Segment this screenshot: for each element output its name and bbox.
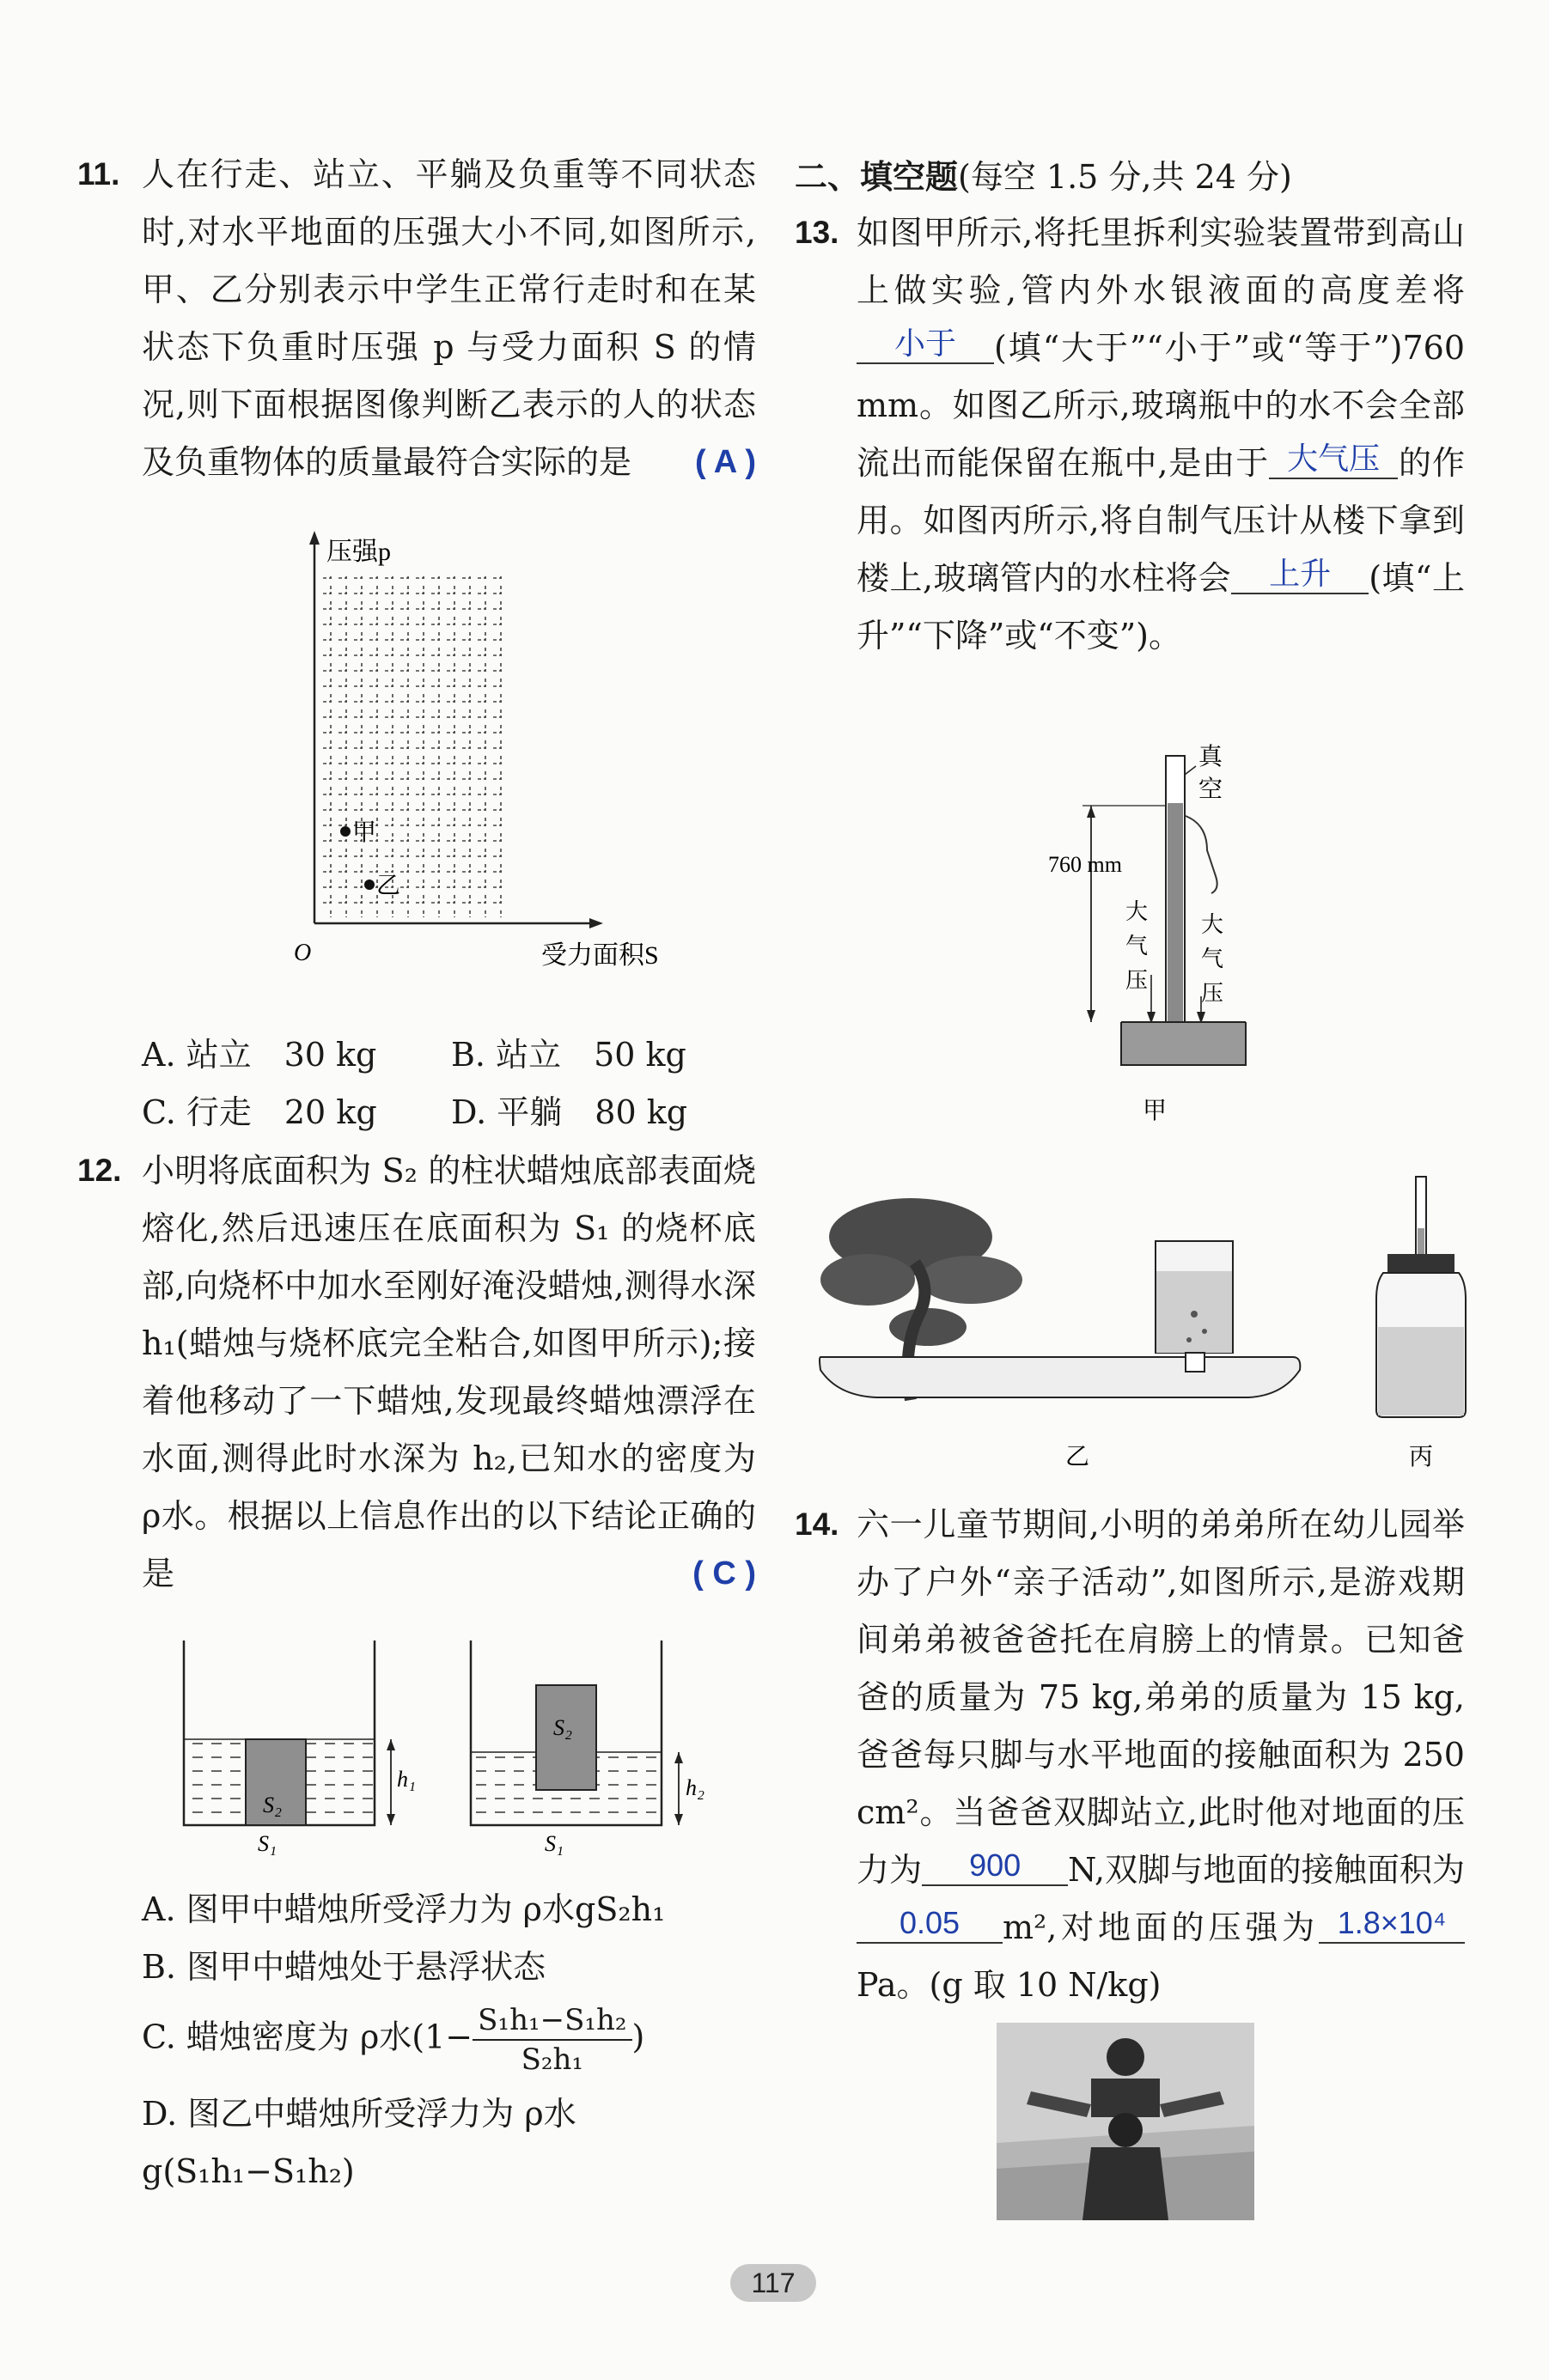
- question-13: [795, 204, 1465, 665]
- q12-options: [142, 1881, 752, 2200]
- section-subtitle: (每空 1.5 分,共 24 分): [958, 158, 1292, 196]
- question-number: 11.: [77, 156, 120, 192]
- question-14: [795, 1496, 1465, 2014]
- s1-label-2: S₁: [545, 1831, 564, 1856]
- h1-label: h₁: [397, 1767, 417, 1792]
- left-column: [77, 146, 756, 2190]
- question-number: 14.: [795, 1507, 839, 1542]
- option-b: B. 站立 50 kg: [451, 1036, 686, 1074]
- question-number: 13.: [795, 215, 839, 250]
- q14-text-2: N,双脚与地面的接触面积为: [1068, 1851, 1465, 1889]
- q13-text-3: 的作用。如图丙所示,将自制气压计从楼下拿到楼上,玻璃管内的水柱将会: [857, 444, 1465, 597]
- q14-text-4: Pa。(g 取 10 N/kg): [857, 1966, 1162, 2004]
- vacuum-label-2: 空: [1198, 776, 1223, 803]
- section-title: 二、填空题: [795, 157, 959, 196]
- s2-label-1: S₂: [263, 1793, 283, 1817]
- atm-left-1: 大: [1125, 899, 1149, 924]
- mercury-column: [1168, 803, 1183, 1039]
- tray: [820, 1357, 1300, 1397]
- grid: [320, 574, 507, 917]
- point-yi: [364, 880, 375, 890]
- q14-text-3: m²,对地面的压强为: [1003, 1908, 1319, 1946]
- blank-1[interactable]: 小于: [857, 325, 994, 364]
- atm-right-3: 压: [1201, 981, 1224, 1006]
- option-d: D. 平躺 80 kg: [451, 1093, 688, 1131]
- option-c-suffix: ): [631, 2018, 645, 2056]
- point-yi-label: 乙: [376, 873, 401, 899]
- blank-3[interactable]: 上升: [1231, 555, 1369, 594]
- question-stem: 小明将底面积为 S₂ 的柱状蜡烛底部表面烧熔化,然后迅速压在底面积为 S₁ 的烧杯底部,向烧杯中加水至刚好淹没蜡烛,测得水深 h₁(蜡烛与烧杯底完全粘合,如图甲所示);接着他移动了一下蜡烛,发现最终蜡烛漂浮在水面,测得此时水深为 h₂,已知水的密度为 ρ水。根据以上信息作出的以下结论正确的是: [142, 1152, 756, 1592]
- father-body: [1082, 2147, 1168, 2220]
- s2-label-2: S₂: [553, 1715, 573, 1740]
- fraction-denominator: S₂h₁: [521, 2042, 584, 2077]
- y-axis-label: 压强p: [326, 538, 391, 566]
- 760mm-label: 760 mm: [1048, 852, 1122, 877]
- atm-left-2: 气: [1125, 934, 1149, 959]
- blank-2[interactable]: 0.05: [857, 1904, 1003, 1944]
- beaker-figure: [172, 1640, 756, 1915]
- question-12: [77, 1142, 756, 1603]
- answer-mark: ( C ): [692, 1555, 756, 1592]
- child-body: [1091, 2079, 1160, 2117]
- blank-1[interactable]: 900: [922, 1847, 1068, 1886]
- child-head: [1107, 2038, 1144, 2076]
- question-text: [857, 204, 1465, 665]
- figure-bing-label: 丙: [1409, 1443, 1434, 1470]
- mercury-dish: [1121, 1022, 1246, 1065]
- fraction-numerator: S₁h₁−S₁h₂: [473, 2001, 631, 2041]
- x-axis-label: 受力面积S: [541, 941, 659, 970]
- option-c: C. 行走 20 kg: [142, 1093, 377, 1131]
- fraction: [473, 2001, 631, 2079]
- barometer-figure: [1366, 1177, 1478, 1477]
- h2-label: h₂: [686, 1775, 705, 1800]
- option-c-prefix: C. 蜡烛密度为 ρ水(1−: [142, 2018, 473, 2056]
- father-son-photo: [997, 2023, 1254, 2220]
- origin-label: O: [294, 940, 312, 966]
- option-c: [142, 2001, 752, 2079]
- option-d: D. 图乙中蜡烛所受浮力为 ρ水g(S₁h₁−S₁h₂): [142, 2095, 576, 2190]
- bottle-cap: [1387, 1254, 1454, 1273]
- section-heading: [795, 151, 1465, 203]
- option-b: B. 图甲中蜡烛处于悬浮状态: [142, 1948, 546, 1986]
- point-jia: [340, 826, 351, 837]
- question-text: [142, 146, 756, 491]
- option-a: A. 图甲中蜡烛所受浮力为 ρ水gS₂h₁: [142, 1890, 666, 1928]
- q11-options: [142, 1026, 743, 1141]
- atm-left-3: 压: [1125, 968, 1149, 993]
- blank-2[interactable]: 大气压: [1269, 440, 1398, 479]
- hand: [1186, 816, 1217, 893]
- q14-text-1: 六一儿童节期间,小明的弟弟所在幼儿园举办了户外“亲子活动”,如图所示,是游戏期间弟弟被爸爸托在肩膀上的情景。已知爸爸的质量为 75 kg,弟弟的质量为 15 kg,爸爸每只脚与水平地面的接触面积为 250 cm²。当爸爸双脚站立,此时他对地面的压力为: [857, 1506, 1465, 1889]
- q13-text-1: 如图甲所示,将托里拆利实验装置带到高山上做实验,管内外水银液面的高度差将: [857, 214, 1465, 309]
- question-number: 12.: [77, 1153, 122, 1188]
- atm-right-2: 气: [1201, 947, 1224, 971]
- q13-text-4: (填“上升”“下降”或“不变”)。: [857, 559, 1465, 654]
- question-text: [142, 1142, 756, 1603]
- father-head: [1108, 2113, 1143, 2147]
- torricelli-figure: [1048, 739, 1263, 1134]
- blank-3[interactable]: 1.8×10⁴: [1319, 1904, 1465, 1944]
- figure-yi-label: 乙: [1065, 1443, 1090, 1470]
- option-a: A. 站立 30 kg: [142, 1036, 377, 1074]
- question-11: [77, 146, 756, 491]
- right-column: [795, 151, 1465, 665]
- question-stem: 人在行走、站立、平躺及负重等不同状态时,对水平地面的压强大小不同,如图所示,甲、乙分别表示中学生正常行走时和在某状态下负重时压强 p 与受力面积 S 的情况,则下面根据图像判断乙表示的人的状态及负重物体的质量最符合实际的是: [142, 155, 756, 481]
- figure-jia-label: 甲: [1143, 1097, 1168, 1123]
- answer-mark: ( A ): [694, 444, 756, 480]
- question-text: [857, 1496, 1465, 2014]
- pressure-area-graph: [292, 524, 704, 971]
- q13-text-2: (填“大于”“小于”或“等于”)760 mm。如图乙所示,玻璃瓶中的水不会全部流出而能保留在瓶中,是由于: [857, 329, 1465, 482]
- point-jia-label: 甲: [352, 819, 377, 846]
- page-number: 117: [730, 2264, 816, 2302]
- atm-right-1: 大: [1201, 912, 1224, 937]
- bonsai-bottle-figure: [816, 1177, 1314, 1477]
- s1-label-1: S₁: [258, 1831, 277, 1856]
- vacuum-label-1: 真: [1198, 744, 1223, 770]
